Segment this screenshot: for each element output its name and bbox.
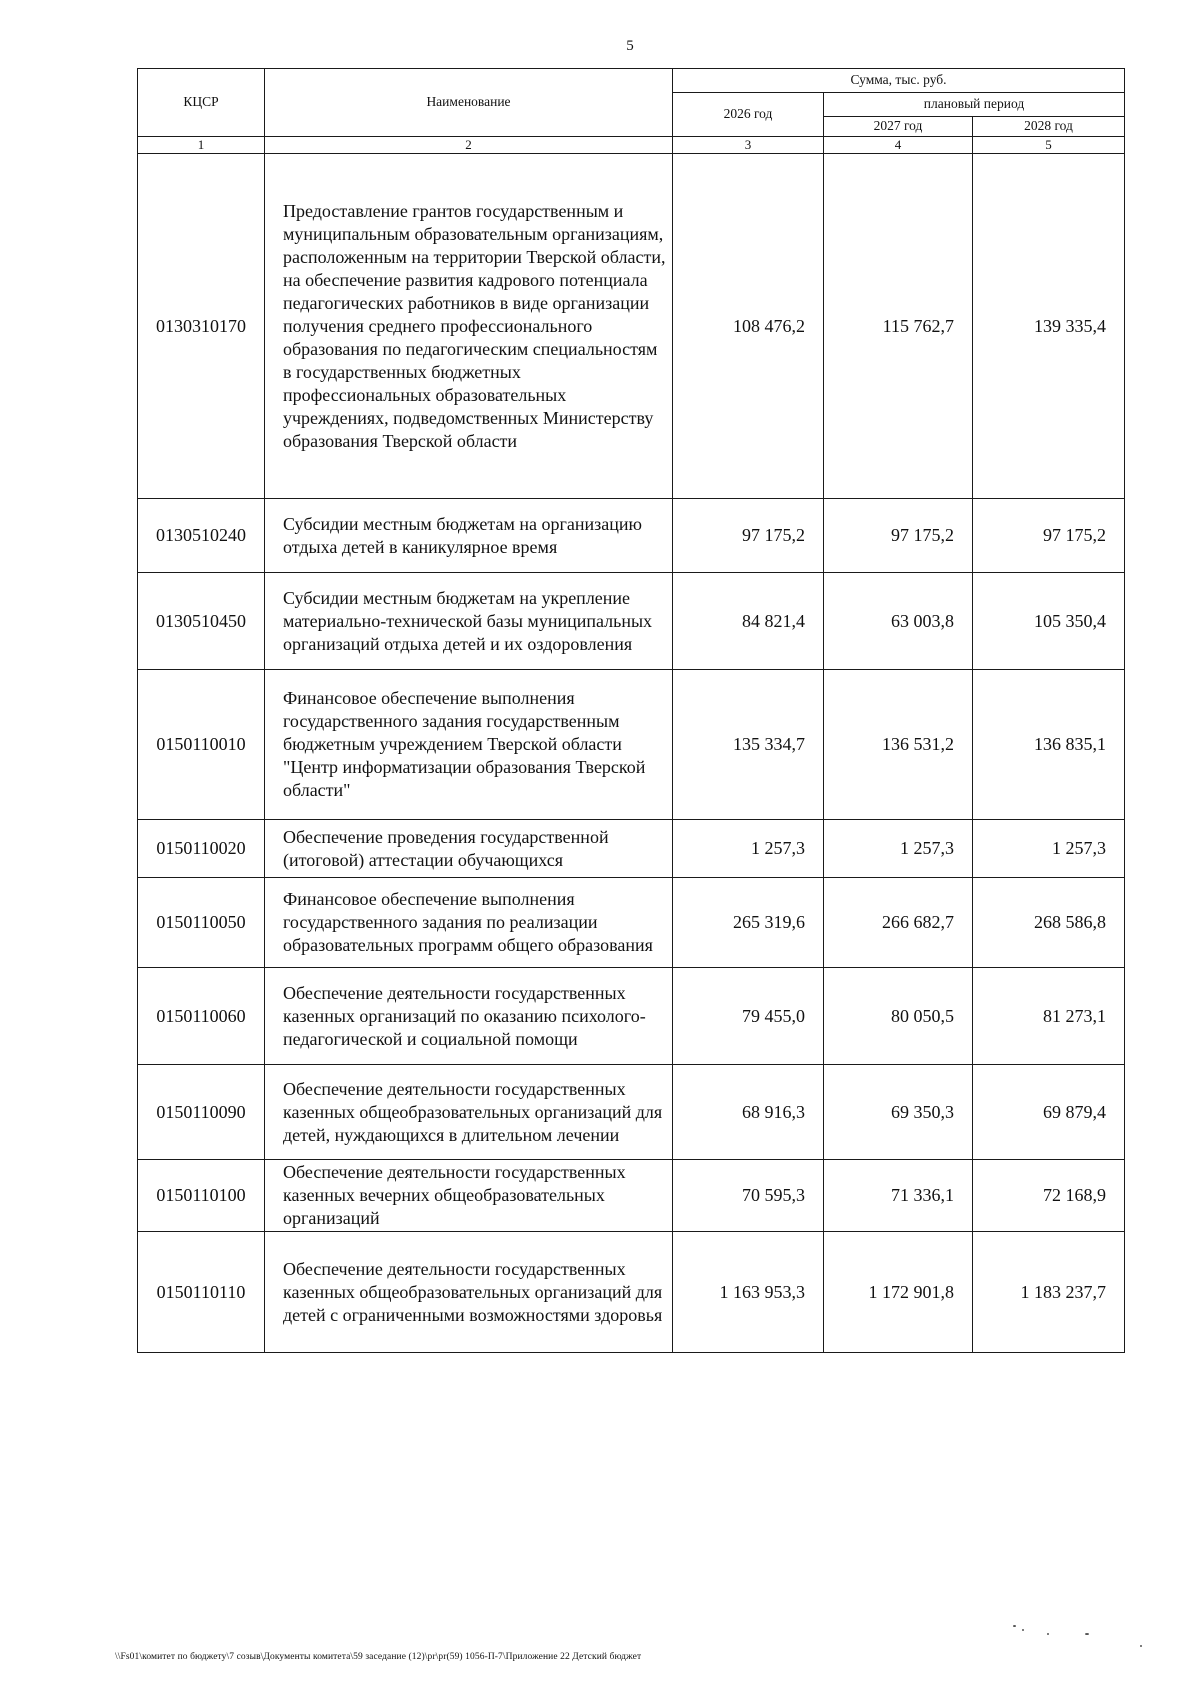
row-code: 0150110090 — [138, 1065, 265, 1160]
row-value-2027: 80 050,5 — [824, 968, 973, 1065]
row-value-2027: 63 003,8 — [824, 573, 973, 670]
page-number: 5 — [626, 38, 634, 54]
row-name: Обеспечение деятельности государственных казенных общеобразовательных организаций для детей, нуждающихся в длительном лечении — [265, 1065, 673, 1160]
row-code: 0150110100 — [138, 1160, 265, 1232]
table-row — [138, 154, 1125, 499]
header-year-2026: 2026 год — [673, 93, 824, 137]
row-value-2027: 69 350,3 — [824, 1065, 973, 1160]
row-value-2028: 139 335,4 — [973, 154, 1125, 499]
column-number: 3 — [673, 137, 824, 154]
row-value-2026: 265 319,6 — [673, 878, 824, 968]
table-row — [138, 1065, 1125, 1160]
row-value-2028: 97 175,2 — [973, 499, 1125, 573]
footer-file-path: \\Fs01\комитет по бюджету\7 созыв\Документы комитета\59 заседание (12)\pr\pr(59) 1056-П-7\Приложение 22 Детский бюджет — [115, 1652, 642, 1662]
header-code: КЦСР — [138, 69, 265, 137]
row-code: 0130310170 — [138, 154, 265, 499]
scan-speck — [1022, 1629, 1024, 1631]
table-row — [138, 1160, 1125, 1232]
column-number: 4 — [824, 137, 973, 154]
row-value-2027: 1 172 901,8 — [824, 1232, 973, 1353]
header-sum: Сумма, тыс. руб. — [673, 69, 1125, 93]
row-name: Обеспечение деятельности государственных казенных общеобразовательных организаций для детей с ограниченными возможностями здоровья — [265, 1232, 673, 1353]
row-code: 0150110020 — [138, 820, 265, 878]
row-name: Предоставление грантов государственным и муниципальным образовательным организациям, расположенным на территории Тверской области, на обеспечение развития кадрового потенциала педагогических работников в виде организации получения среднего профессионального образования по педагогическим специальностям в государственных бюджетных профессиональных образовательных учреждениях, подведомственных Министерству образования Тверской области — [265, 154, 673, 499]
row-value-2028: 136 835,1 — [973, 670, 1125, 820]
row-code: 0150110110 — [138, 1232, 265, 1353]
table-row — [138, 499, 1125, 573]
row-name: Субсидии местным бюджетам на организацию отдыха детей в каникулярное время — [265, 499, 673, 573]
row-value-2027: 71 336,1 — [824, 1160, 973, 1232]
row-name: Обеспечение деятельности государственных казенных вечерних общеобразовательных организаций — [265, 1160, 673, 1232]
row-value-2028: 69 879,4 — [973, 1065, 1125, 1160]
row-name: Субсидии местным бюджетам на укрепление материально-технической базы муниципальных организаций отдыха детей и их оздоровления — [265, 573, 673, 670]
row-value-2028: 268 586,8 — [973, 878, 1125, 968]
table-row — [138, 820, 1125, 878]
scan-speck — [1047, 1633, 1049, 1635]
scan-speck — [1085, 1633, 1089, 1635]
row-value-2027: 97 175,2 — [824, 499, 973, 573]
row-value-2028: 105 350,4 — [973, 573, 1125, 670]
row-value-2028: 1 257,3 — [973, 820, 1125, 878]
row-code: 0130510450 — [138, 573, 265, 670]
row-value-2026: 70 595,3 — [673, 1160, 824, 1232]
table-row — [138, 1232, 1125, 1353]
row-name: Финансовое обеспечение выполнения государственного задания по реализации образовательных программ общего образования — [265, 878, 673, 968]
column-number: 5 — [973, 137, 1125, 154]
row-value-2026: 79 455,0 — [673, 968, 824, 1065]
column-number: 2 — [265, 137, 673, 154]
row-code: 0150110010 — [138, 670, 265, 820]
row-value-2028: 72 168,9 — [973, 1160, 1125, 1232]
row-value-2027: 115 762,7 — [824, 154, 973, 499]
header-name: Наименование — [265, 69, 673, 137]
row-value-2026: 135 334,7 — [673, 670, 824, 820]
row-name: Обеспечение проведения государственной (итоговой) аттестации обучающихся — [265, 820, 673, 878]
row-value-2027: 1 257,3 — [824, 820, 973, 878]
header-year-2028: 2028 год — [973, 117, 1125, 137]
row-code: 0130510240 — [138, 499, 265, 573]
row-value-2028: 81 273,1 — [973, 968, 1125, 1065]
table-row — [138, 573, 1125, 670]
row-value-2028: 1 183 237,7 — [973, 1232, 1125, 1353]
row-value-2026: 68 916,3 — [673, 1065, 824, 1160]
row-value-2026: 108 476,2 — [673, 154, 824, 499]
column-number: 1 — [138, 137, 265, 154]
row-name: Финансовое обеспечение выполнения государственного задания государственным бюджетным учреждением Тверской области "Центр информатизации образования Тверской области" — [265, 670, 673, 820]
budget-table — [137, 68, 1125, 1353]
table-row — [138, 878, 1125, 968]
row-value-2026: 84 821,4 — [673, 573, 824, 670]
row-value-2026: 1 257,3 — [673, 820, 824, 878]
scan-speck — [1013, 1625, 1016, 1627]
header-planned-period: плановый период — [824, 93, 1125, 117]
row-code: 0150110050 — [138, 878, 265, 968]
table-row — [138, 968, 1125, 1065]
row-value-2027: 136 531,2 — [824, 670, 973, 820]
header-year-2027: 2027 год — [824, 117, 973, 137]
scan-speck — [1140, 1645, 1142, 1647]
row-name: Обеспечение деятельности государственных казенных организаций по оказанию психолого-педагогической и социальной помощи — [265, 968, 673, 1065]
row-value-2026: 1 163 953,3 — [673, 1232, 824, 1353]
table-row — [138, 670, 1125, 820]
row-code: 0150110060 — [138, 968, 265, 1065]
row-value-2026: 97 175,2 — [673, 499, 824, 573]
row-value-2027: 266 682,7 — [824, 878, 973, 968]
